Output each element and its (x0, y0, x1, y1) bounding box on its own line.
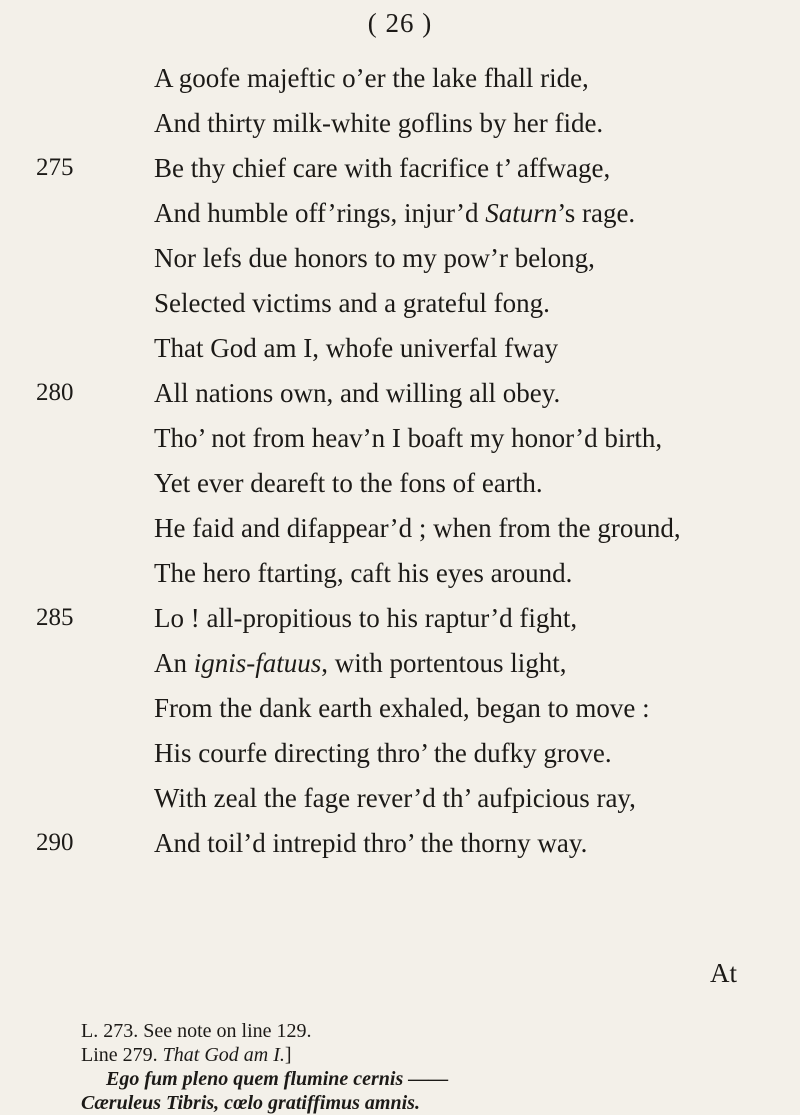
verse-line: Yet ever deareft to the fons of earth. (154, 468, 543, 498)
verse-line: And toil’d intrepid thro’ the thorny way. (154, 828, 588, 858)
verse-line: He faid and difappear’d ; when from the ground, (154, 513, 681, 543)
verse-line: Nor lefs due honors to my pow’r belong, (154, 243, 595, 273)
verse-line: Be thy chief care with facrifice t’ affwage, (154, 153, 611, 183)
verse-line: That God am I, whofe univerfal fway (154, 333, 559, 363)
line-number: 285 (36, 604, 74, 631)
line-number: 275 (36, 154, 74, 181)
verse-line: An ignis-fatuus, with portentous light, (154, 648, 567, 678)
italic-term: ignis-fatuus (193, 648, 322, 678)
verse-line: Selected victims and a grateful fong. (154, 288, 550, 318)
verse-line: And humble off’rings, injur’d Saturn’s rage. (154, 198, 636, 228)
verse-line: His courfe directing thro’ the dufky grove. (154, 738, 612, 768)
verse-line: Lo ! all-propitious to his raptur’d fight, (154, 603, 578, 633)
verse-line: A goofe majeftic o’er the lake fhall ride, (154, 63, 589, 93)
footnote-line: L. 273. See note on line 129. (81, 1020, 312, 1042)
verse-line: From the dank earth exhaled, began to move : (154, 693, 650, 723)
italic-name: Saturn (485, 198, 558, 228)
footnote-quote: Ego fum pleno quem flumine cernis —— (106, 1068, 449, 1090)
verse-line: The hero ftarting, caft his eyes around. (154, 558, 573, 588)
page-number: ( 26 ) (367, 8, 433, 38)
footnote-quote: Cæruleus Tibris, cœlo gratiffimus amnis. (81, 1092, 420, 1114)
verse-line: And thirty milk-white goflins by her fide. (154, 108, 604, 138)
verse-line: Tho’ not from heav’n I boaft my honor’d birth, (154, 423, 663, 453)
verse-line: With zeal the fage rever’d th’ aufpicious ray, (154, 783, 636, 813)
line-number: 290 (36, 829, 74, 856)
catchword: At (710, 958, 737, 988)
line-number: 280 (36, 379, 74, 406)
verse-line: All nations own, and willing all obey. (154, 378, 561, 408)
footnote-line: Line 279. That God am I.] (81, 1044, 292, 1066)
